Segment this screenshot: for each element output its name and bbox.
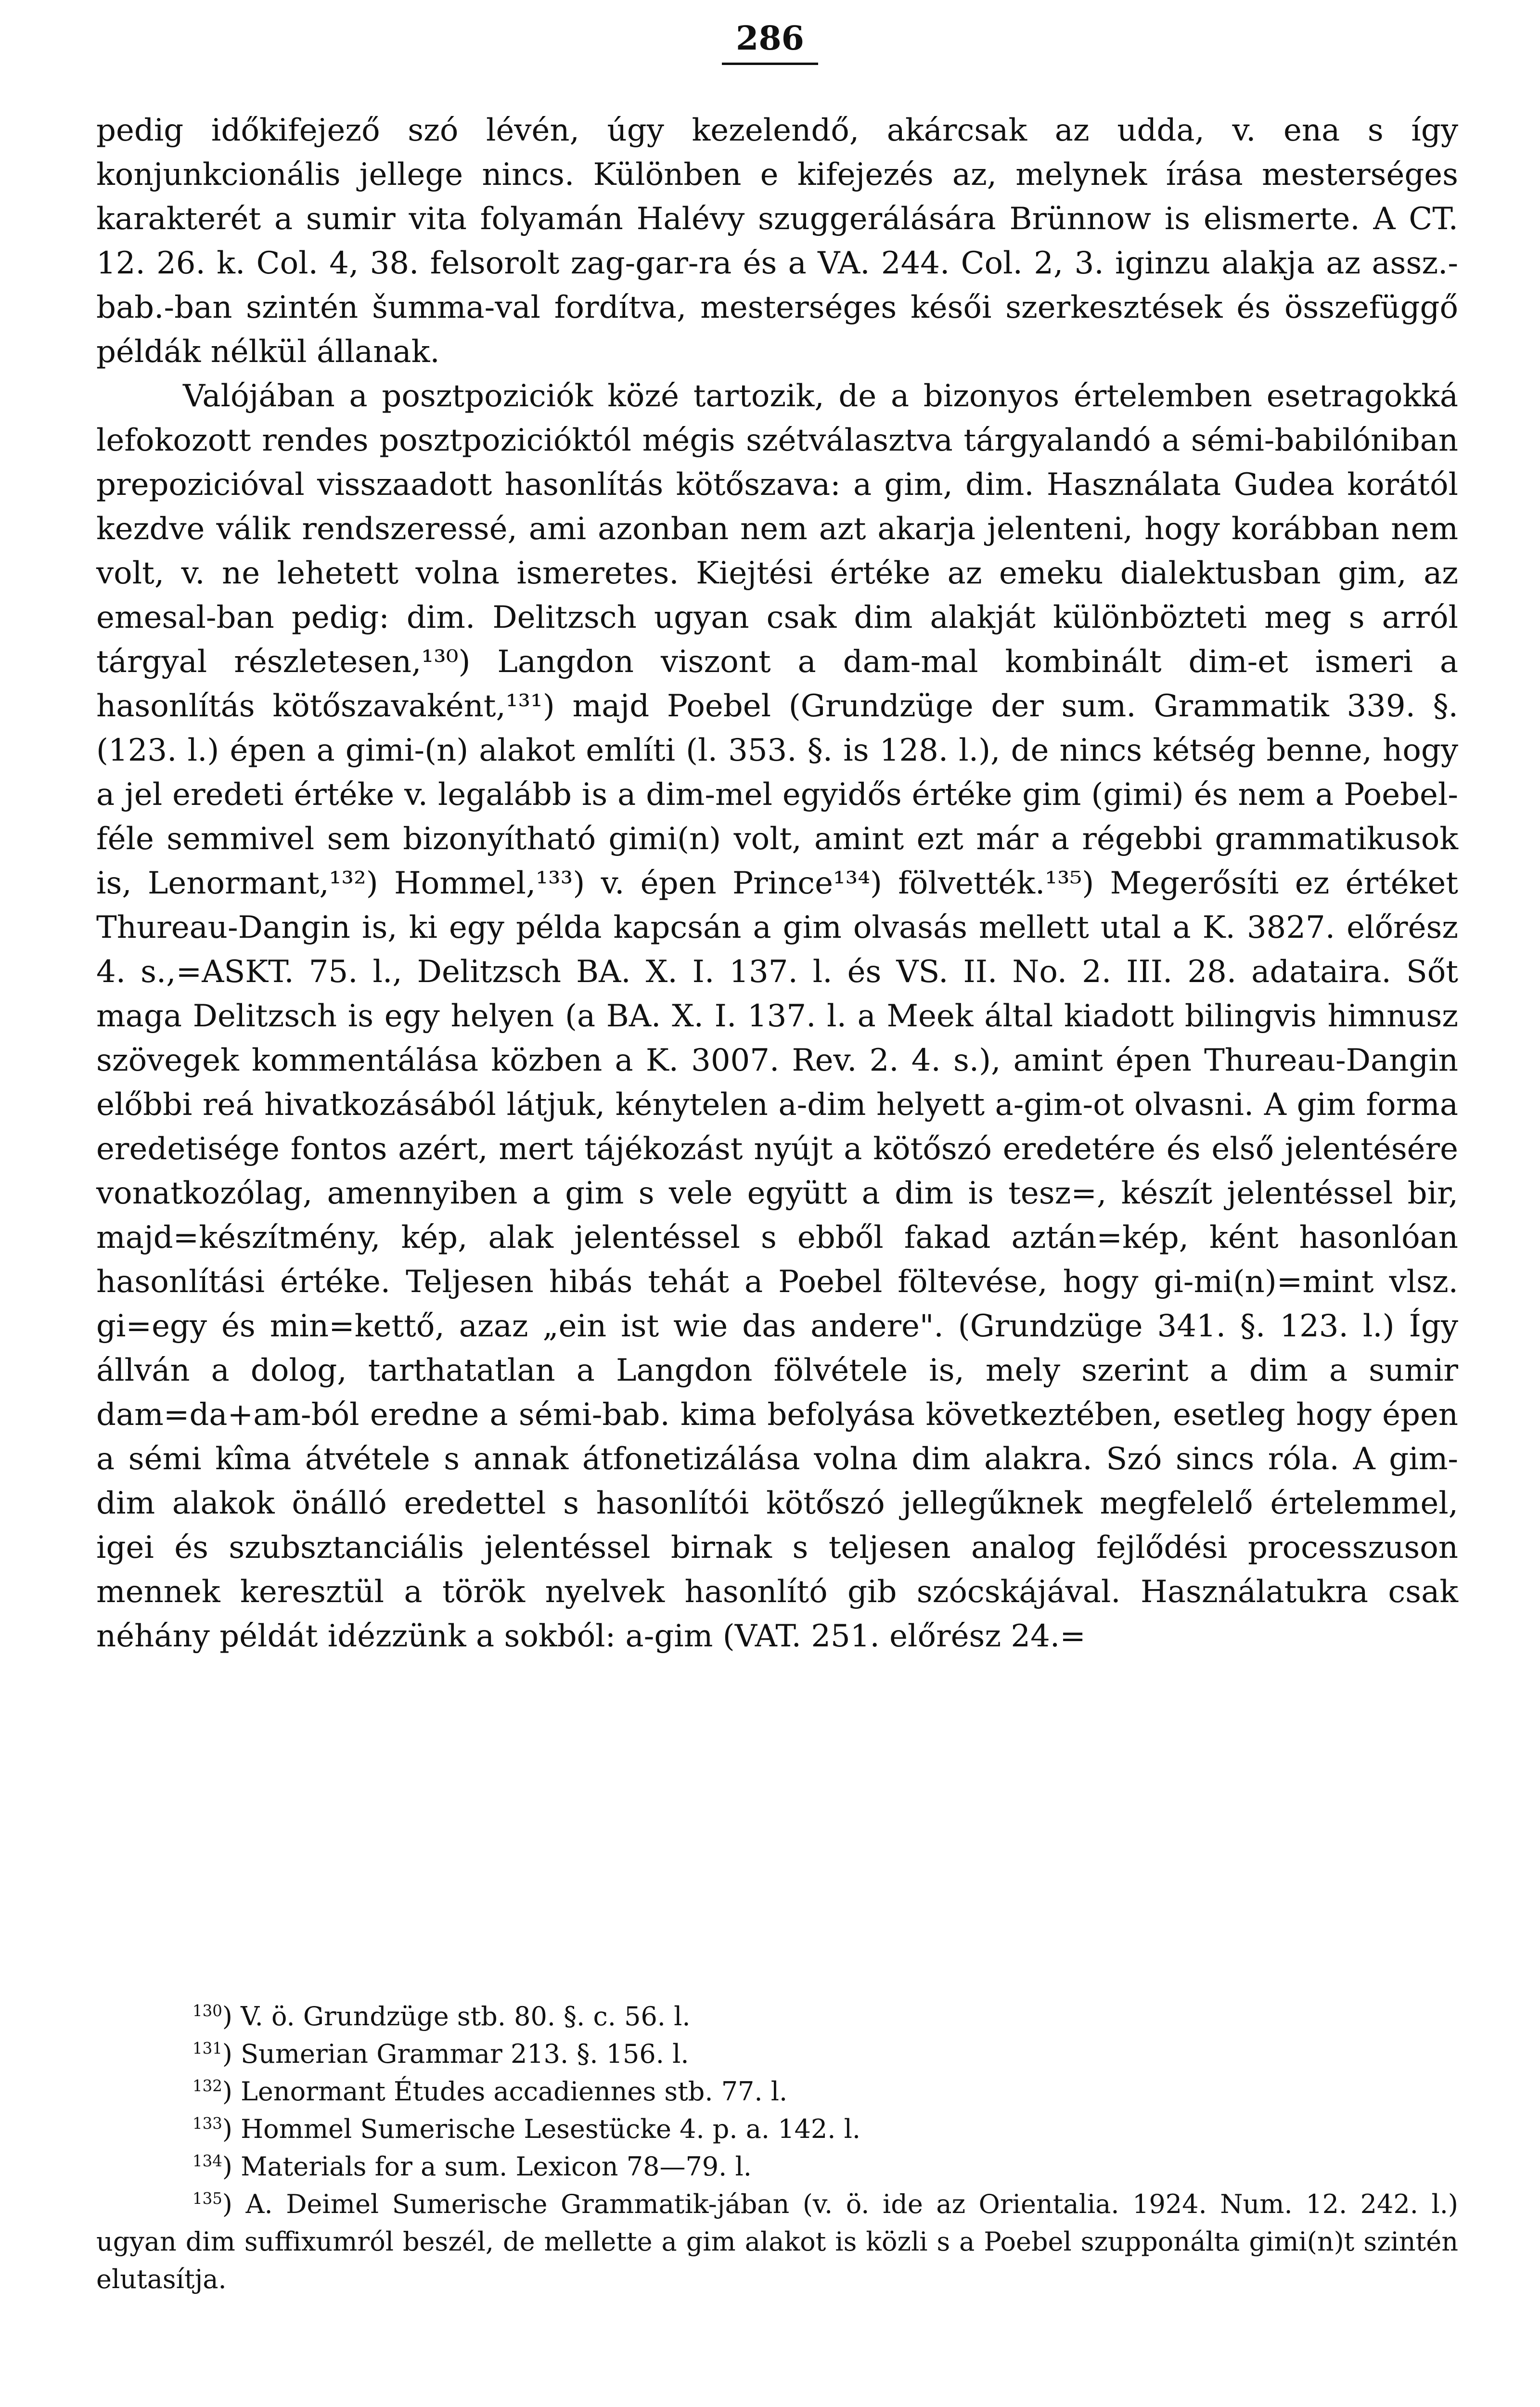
- paragraph-2: Valójában a posztpoziciók közé tartozik, de a bizonyos értelemben esetragokká lefokozott rendes posztpozicióktól mégis szétválasztva tárgyalandó a sémi-babilóniban prepozicióval visszaadott hasonlítás kötőszava: a gim, dim. Használata Gudea korától kezdve válik rendszeressé, ami azonban nem azt akarja jelenteni, hogy korábban nem volt, v. ne lehetett volna ismeretes. Kiejtési értéke az emeku dialektusban gim, az emesal-ban pedig: dim. Delitzsch ugyan csak dim alakját különbözteti meg s arról tárgyal részletesen,¹³⁰) Langdon viszont a dam-mal kombinált dim-et ismeri a hasonlítás kötőszavaként,¹³¹) majd Poebel (Grundzüge der sum. Grammatik 339. §. (123. l.) épen a gimi-(n) alakot említi (l. 353. §. is 128. l.), de nincs kétség benne, hogy a jel eredeti értéke v. legalább is a dim-mel egyidős értéke gim (gimi) és nem a Poebel-féle semmivel sem bizonyítható gimi(n) volt, amint ezt már a régebbi grammatikusok is, Lenormant,¹³²) Hommel,¹³³) v. épen Prince¹³⁴) fölvették.¹³⁵) Megerősíti ez értéket Thureau-Dangin is, ki egy példa kapcsán a gim olvasás mellett utal a K. 3827. előrész 4. s.,=ASKT. 75. l., Delitzsch BA. X. I. 137. l. és VS. II. No. 2. III. 28. adataira. Sőt maga Delitzsch is egy helyen (a BA. X. I. 137. l. a Meek által kiadott bilingvis himnusz szövegek kommentálása közben a K. 3007. Rev. 2. 4. s.), amint épen Thureau-Dangin előbbi reá hivatkozásából látjuk, kénytelen a-dim helyett a-gim-ot olvasni. A gim forma eredetisége fontos azért, mert tájékozást nyújt a kötőszó eredetére és első jelentésére vonatkozólag, amennyiben a gim s vele együtt a dim is tesz=, készít jelentéssel bir, majd=készítmény, kép, alak jelentéssel s ebből fakad aztán=kép, ként hasonlóan hasonlítási értéke. Teljesen hibás tehát a Poebel föltevése, hogy gi-mi(n)=mint vlsz. gi=egy és min=kettő, azaz „ein ist wie das andere". (Grundzüge 341. §. 123. l.) Így állván a dolog, tarthatatlan a Langdon fölvétele is, mely szerint a dim a sumir dam=da+am-ból eredne a sémi-bab. kima befolyása következtében, esetleg hogy épen a sémi kîma átvétele s annak átfonetizálása volna dim alakra. Szó sincs róla. A gim-dim alakok önálló eredettel s hasonlítói kötőszó jellegűknek megfelelő értelemmel, igei és szubsztanciális jelentéssel birnak s teljesen analog fejlődési processzuson mennek keresztül a török nyelvek hasonlító gib szócskájával. Használatukra csak néhány példát idézzünk a sokból: a-gim (VAT. 251. előrész 24.=: [96, 378, 1458, 1654]
- footnote-134: $^{134}$) Materials for a sum. Lexicon 78—79. l.: [192, 2151, 752, 2182]
- footnote-mark: 133: [192, 2114, 222, 2133]
- footnote-mark: 130: [192, 2002, 222, 2020]
- footnote-text: Sumerian Grammar 213. §. 156. l.: [241, 2039, 689, 2069]
- footnote-text: Materials for a sum. Lexicon 78—79. l.: [241, 2151, 752, 2182]
- footnote-mark: 132: [192, 2077, 222, 2095]
- footnote-mark: 135: [192, 2189, 222, 2208]
- footnote-text: Lenormant Études accadiennes stb. 77. l.: [241, 2076, 788, 2107]
- footnote-mark: 134: [192, 2152, 222, 2170]
- footnote-131: $^{131}$) Sumerian Grammar 213. §. 156. l.: [192, 2039, 689, 2069]
- footnote-135: $^{135}$) A. Deimel Sumerische Grammatik-jában (v. ö. ide az Orientalia. 1924. Num. 12. 242. l.) ugyan dim suffixumról beszél, de mellette a gim alakot is közli s a Poebel szupponálta gimi(n)t szintén elutasítja.: [96, 2189, 1458, 2294]
- body-text: [96, 108, 1458, 1658]
- footnote-text: V. ö. Grundzüge stb. 80. §. c. 56. l.: [241, 2001, 691, 2032]
- footnote-132: $^{132}$) Lenormant Études accadiennes stb. 77. l.: [192, 2076, 788, 2107]
- footnote-text: Hommel Sumerische Lesestücke 4. p. a. 142. l.: [241, 2114, 861, 2144]
- page-number-underline: [722, 63, 818, 65]
- page-number: 286: [736, 19, 804, 58]
- footnote-mark: 131: [192, 2039, 222, 2058]
- footnotes: [96, 1998, 1458, 2298]
- footnote-text: A. Deimel Sumerische Grammatik-jában (v. ö. ide az Orientalia. 1924. Num. 12. 242. l.) ugyan dim suffixumról beszél, de mellette a gim alakot is közli s a Poebel szupponálta gimi(n)t szintén elutasítja.: [96, 2189, 1458, 2294]
- footnote-133: $^{133}$) Hommel Sumerische Lesestücke 4. p. a. 142. l.: [192, 2114, 861, 2144]
- footnote-130: $^{130}$) V. ö. Grundzüge stb. 80. §. c. 56. l.: [192, 2001, 691, 2032]
- paragraph-1: pedig időkifejező szó lévén, úgy kezelendő, akárcsak az udda, v. ena s így konjunkcionális jellege nincs. Különben e kifejezés az, melynek írása mesterséges karakterét a sumir vita folyamán Halévy szuggerálására Brünnow is elismerte. A CT. 12. 26. k. Col. 4, 38. felsorolt zag-gar-ra és a VA. 244. Col. 2, 3. iginzu alakja az assz.-bab.-ban szintén šumma-val fordítva, mesterséges késői szerkesztések és összefüggő példák nélkül állanak.: [96, 113, 1458, 370]
